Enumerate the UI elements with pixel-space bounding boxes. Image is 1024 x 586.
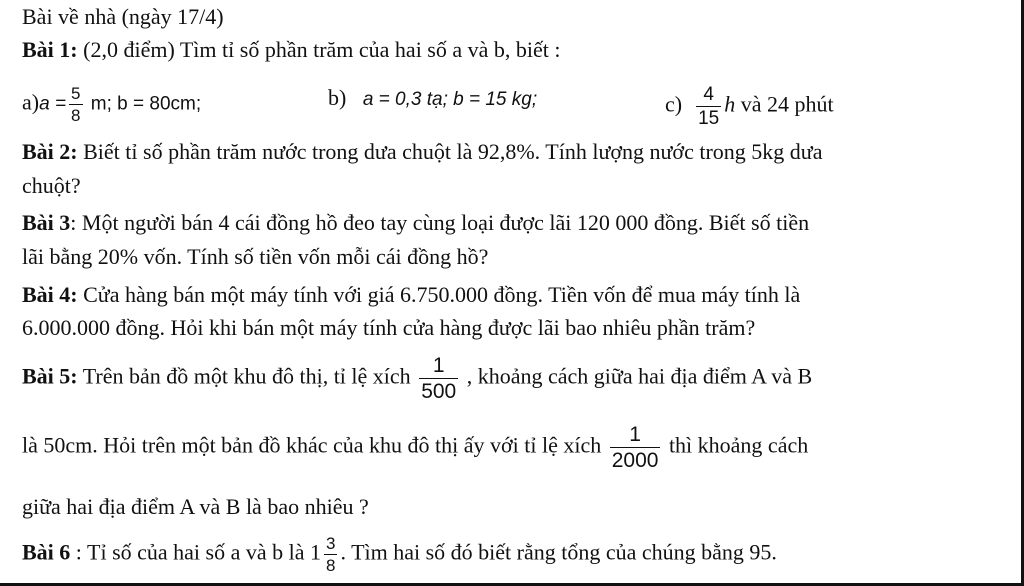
- exercise-5-text-1a: Trên bản đồ một khu đô thị, tỉ lệ xích: [77, 363, 417, 389]
- fraction-numerator: 3: [326, 534, 336, 553]
- exercise-1-part-b: [328, 85, 537, 113]
- exercise-2-line-2: chuột?: [22, 173, 81, 198]
- fraction-denominator: 8: [326, 556, 336, 575]
- exercise-6-text-b: . Tìm hai số đó biết rằng tổng của chúng bằng 95.: [340, 539, 777, 565]
- page-title: Bài về nhà (ngày 17/4): [22, 4, 224, 29]
- exercise-4-line-1: [22, 282, 800, 308]
- fraction-numerator: 1: [432, 354, 445, 377]
- exercise-3-line-2: lãi bằng 20% vốn. Tính số tiền vốn mỗi cái đồng hồ?: [22, 244, 489, 269]
- part-c-unit: h: [724, 91, 736, 117]
- fraction-numerator: 5: [71, 84, 81, 103]
- exercise-5-text-2b: thì khoảng cách: [663, 432, 809, 458]
- exercise-6-line: [22, 535, 777, 574]
- exercise-3-label: Bài 3: [22, 210, 71, 235]
- exercise-1-text: (2,0 điểm) Tìm tỉ số phần trăm của hai số a và b, biết :: [77, 37, 561, 62]
- fraction-4-15: [696, 85, 721, 128]
- exercise-6-label: Bài 6: [22, 539, 71, 565]
- scale-fraction-1-2000: [610, 424, 661, 471]
- exercise-5-line-2: [22, 424, 808, 471]
- fraction-numerator: 1: [629, 423, 641, 446]
- fraction-denominator: 8: [71, 106, 81, 125]
- part-a-rest: m; b = 80cm;: [85, 93, 202, 115]
- exercise-3-text-1: : Một người bán 4 cái đồng hồ đeo tay cùng loại được lãi 120 000 đồng. Biết số tiền: [70, 210, 810, 235]
- exercise-5-line-1: [22, 355, 812, 402]
- fraction-denominator: 500: [421, 380, 457, 403]
- exercise-1-part-a: [22, 85, 201, 124]
- fraction-5-8: [69, 85, 82, 124]
- part-a-label: a): [22, 89, 40, 115]
- part-c-label: c): [665, 91, 683, 117]
- exercise-4-line-2: 6.000.000 đồng. Hỏi khi bán một máy tính cửa hàng được lãi bao nhiêu phần trăm?: [22, 315, 756, 340]
- exercise-5-line-3: giữa hai địa điểm A và B là bao nhiêu ?: [22, 494, 369, 519]
- part-b-label: b): [328, 85, 347, 110]
- mixed-fraction-3-8: [324, 535, 337, 574]
- exercise-4-text-1: Cửa hàng bán một máy tính với giá 6.750.000 đồng. Tiền vốn để mua máy tính là: [77, 282, 801, 307]
- exercise-2-label: Bài 2:: [22, 139, 78, 164]
- part-a-var: a =: [39, 93, 67, 115]
- scale-fraction-1-500: [419, 355, 458, 402]
- exercise-5-text-1b: , khoảng cách giữa hai địa điểm A và B: [461, 363, 813, 389]
- part-c-rest: và 24 phút: [735, 91, 834, 117]
- exercise-3-line-1: [22, 210, 809, 236]
- exercise-4-label: Bài 4:: [22, 282, 78, 307]
- fraction-denominator: 15: [698, 108, 720, 129]
- exercise-5-text-2a: là 50cm. Hỏi trên một bản đồ khác của khu đô thị ấy với tỉ lệ xích: [22, 432, 607, 458]
- exercise-1-label: Bài 1:: [22, 37, 78, 62]
- exercise-1-part-c: [665, 85, 834, 128]
- exercise-2-text-1: Biết tỉ số phần trăm nước trong dưa chuột là 92,8%. Tính lượng nước trong 5kg dưa: [77, 139, 823, 164]
- exercise-2-line-1: [22, 139, 822, 165]
- fraction-denominator: 2000: [611, 449, 659, 472]
- exercise-1-heading: [22, 37, 561, 63]
- fraction-numerator: 4: [703, 84, 714, 105]
- exercise-5-label: Bài 5:: [22, 363, 78, 389]
- exercise-6-text-a: : Tỉ số của hai số a và b là 1: [70, 539, 321, 565]
- part-b-expression: a = 0,3 tạ; b = 15 kg;: [362, 89, 538, 110]
